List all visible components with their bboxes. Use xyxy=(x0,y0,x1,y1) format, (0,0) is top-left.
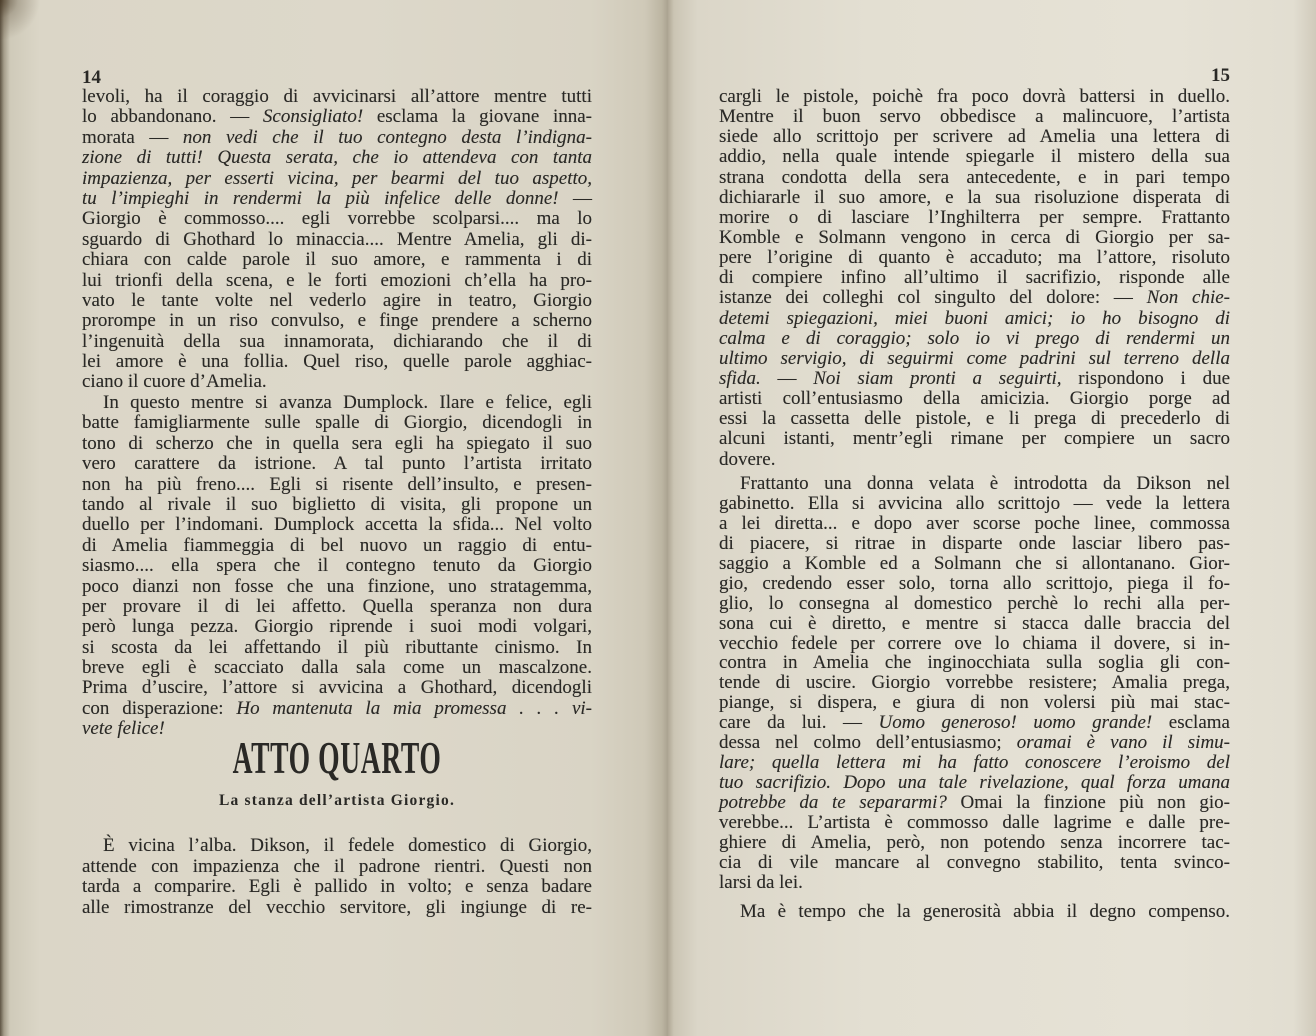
text-line xyxy=(719,127,1230,147)
scene-heading: La stanza dell’artista Giorgio. xyxy=(218,792,456,809)
paragraph xyxy=(719,474,1230,893)
text-segment: saggio a Komble ed a Solmann che si allontanano. Gior- xyxy=(719,552,1230,574)
text-line xyxy=(82,658,592,678)
italic-text: tu l’impieghi in rendermi la più infelice delle donne! xyxy=(82,187,559,209)
text-segment: alle rimostranze del vecchio servitore, gli ingiunge di re- xyxy=(82,897,592,919)
text-line xyxy=(719,653,1230,673)
text-line xyxy=(82,393,592,413)
text-segment: dessa nel colmo dell’entusiasmo; xyxy=(719,732,1017,754)
paragraph xyxy=(719,87,1230,470)
text-segment: — xyxy=(558,187,593,209)
text-segment: però lunga pezza. Giorgio riprende i suoi modi volgari, xyxy=(82,616,592,638)
text-line xyxy=(719,168,1230,188)
text-segment: poco dianzi non fosse che una finzione, uno stratagemma, xyxy=(82,575,592,597)
text-segment: vero carattere da istrione. A tal punto l’artista irritato xyxy=(82,453,592,475)
text-segment: care da lui. — xyxy=(719,712,879,734)
text-line xyxy=(719,693,1230,713)
text-line xyxy=(719,853,1230,873)
text-line xyxy=(82,291,592,311)
text-segment: sona cui è diretto, e mentre si stacca dalle braccia del xyxy=(719,612,1230,634)
page-number: 14 xyxy=(82,67,101,88)
italic-text: potrebbe da te separarmi? xyxy=(719,792,947,813)
text-line xyxy=(82,617,592,637)
italic-text: Uomo generoso! uomo grande! xyxy=(878,712,1153,734)
text-segment: prorompe in un riso convulso, e finge prendere a scherno xyxy=(82,310,592,332)
text-line xyxy=(82,898,592,919)
italic-text: oramai è vano il simu- xyxy=(1016,732,1230,754)
act-heading xyxy=(82,733,592,783)
text-segment: cia di vile mancare al convegno stabilito, tenta svinco- xyxy=(719,851,1230,873)
text-segment: gio, credendo esser solo, torna allo scrittojo, piega il fo- xyxy=(719,572,1230,594)
text-segment: tarda a comparire. Egli è pallido in volto; e senza badare xyxy=(82,876,592,898)
text-segment: Mentre il buon servo obbedisce a malincuore, l’artista xyxy=(719,106,1230,128)
text-segment: strana condotta della sera antecedente, e in pari tempo xyxy=(719,166,1230,188)
text-line xyxy=(82,495,592,515)
text-line xyxy=(719,309,1230,329)
text-line xyxy=(719,349,1230,369)
text-line xyxy=(719,107,1230,127)
text-segment: vecchio fedele per correre ove lo chiama il dovere, si in- xyxy=(719,632,1230,654)
text-line xyxy=(82,311,592,331)
text-line xyxy=(719,228,1230,248)
text-segment: — xyxy=(760,367,814,389)
text-line xyxy=(719,329,1230,349)
text-segment: larsi da lei. xyxy=(719,871,803,893)
text-line xyxy=(82,597,592,617)
italic-text: tuo sacrifizio. Dopo una tale rivelazione, qual forza umana xyxy=(719,772,1230,794)
text-line xyxy=(82,577,592,597)
text-line xyxy=(82,209,592,229)
text-segment: di piacere, si ritrae in disparte onde lasciar libero pas- xyxy=(719,532,1230,554)
text-line xyxy=(719,594,1230,614)
italic-text: ultimo servigio, di seguirmi come padrini sul terreno della xyxy=(719,347,1230,369)
text-line xyxy=(719,793,1230,813)
text-segment: esclama la giovane inna- xyxy=(363,106,592,128)
text-line xyxy=(82,148,592,168)
text-segment: sguardo di Ghothard lo minaccia.... Mentre Amelia, gli di- xyxy=(82,228,592,250)
italic-text: vete felice! xyxy=(82,718,165,740)
text-segment: di Amelia fiammeggia di bel nuovo un raggio di entu- xyxy=(82,534,592,556)
text-segment: con disperazione: xyxy=(82,697,237,719)
text-line xyxy=(719,87,1230,107)
text-segment: ghiere di Amelia, però, non potendo senza incorrere tac- xyxy=(719,831,1230,853)
text-line xyxy=(82,434,592,454)
text-segment: vato le tante volte nel vederlo agire in teatro, Giorgio xyxy=(82,289,592,311)
text-line xyxy=(82,372,592,392)
text-segment: piange, si dispera, e giura di non volersi più mai stac- xyxy=(719,692,1230,714)
text-segment: rispondono i due xyxy=(1061,367,1230,389)
text-segment: alcuni istanti, mentr’egli rimane per compiere un sacro xyxy=(719,428,1230,450)
text-line xyxy=(719,554,1230,574)
paragraph xyxy=(82,836,592,919)
text-line xyxy=(719,429,1230,449)
text-line xyxy=(82,678,592,698)
text-line xyxy=(719,673,1230,693)
text-segment: tando al rivale il suo biglietto di visita, gli propone un xyxy=(82,493,592,515)
text-segment: È vicina l’alba. Dikson, il fedele domestico di Giorgio, xyxy=(103,835,592,856)
text-segment: dovere. xyxy=(719,448,776,470)
text-line xyxy=(82,556,592,576)
text-line xyxy=(82,475,592,495)
text-line xyxy=(719,753,1230,773)
text-segment: per provare il di lei affetto. Quella speranza non dura xyxy=(82,595,592,617)
text-segment: lo abbandonano. — xyxy=(82,106,263,128)
text-segment: lui trionfi della scena, e le forti emozioni ch’ella ha pro- xyxy=(82,269,592,291)
text-line xyxy=(719,873,1230,893)
text-segment: Prima d’uscire, l’attore si avvicina a Ghothard, dicendogli xyxy=(82,677,592,699)
text-segment: Komble e Solmann vengono in cerca di Giorgio per sa- xyxy=(719,226,1230,248)
text-segment: glio, lo consegna al domestico perchè lo rechi alla per- xyxy=(719,592,1230,614)
text-segment: addio, nella quale intende spiegarle il mistero della sua xyxy=(719,146,1230,168)
text-line xyxy=(719,474,1230,494)
italic-text: Ho mantenuta la mia promessa . . . vi- xyxy=(236,697,592,719)
italic-text: Non chie- xyxy=(1146,287,1230,309)
text-line xyxy=(719,268,1230,288)
text-line xyxy=(719,288,1230,308)
text-segment: ciano il cuore d’Amelia. xyxy=(82,371,267,393)
text-segment: si scosta da lei affettando il più ributtante cinismo. In xyxy=(82,636,592,658)
text-segment: esclama xyxy=(1152,712,1230,734)
text-segment: chiara con calde parole il suo amore, e rammenta i di xyxy=(82,249,592,271)
text-segment: dichiararle il suo amore, e la sua risoluzione disperata di xyxy=(719,186,1230,208)
text-segment: l’ingenuità della sua innamorata, dichiarando che il di xyxy=(82,330,592,352)
paragraph xyxy=(82,393,592,740)
text-line xyxy=(719,534,1230,554)
text-segment: gabinetto. Ella si avvicina allo scrittojo — vede la lettera xyxy=(719,492,1230,514)
text-segment: a lei diretta... e dopo aver scorse poche linee, commossa xyxy=(719,512,1230,534)
text-segment: attende con impazienza che il padrone rientri. Questi non xyxy=(82,855,592,877)
text-segment: essi la cassetta delle pistole, e li prega di precederlo di xyxy=(719,408,1230,430)
text-line xyxy=(719,902,1230,922)
text-segment: duello per l’indomani. Dumplock accetta la sfida... Nel volto xyxy=(82,514,592,536)
text-line xyxy=(82,699,592,719)
text-segment: Giorgio è commosso.... egli vorrebbe scolparsi.... ma lo xyxy=(82,208,592,230)
italic-text: sfida. xyxy=(719,367,761,389)
text-segment: Omai la finzione più non gio- xyxy=(946,792,1230,813)
text-segment: pere l’origine di quanto è accaduto; ma l’attore, risoluto xyxy=(719,247,1230,269)
italic-text: Sconsigliato! xyxy=(262,106,364,128)
italic-text: non vedi che il tuo contegno desta l’indigna- xyxy=(182,126,592,148)
italic-text: lare; quella lettera mi ha fatto conoscere l’eroismo del xyxy=(719,752,1230,774)
text-segment: In questo mentre si avanza Dumplock. Ilare e felice, egli xyxy=(103,392,592,413)
text-segment: batte famigliarmente sulle spalle di Giorgio, dicendogli in xyxy=(82,412,592,434)
text-line xyxy=(719,494,1230,514)
text-line xyxy=(82,87,592,107)
text-line xyxy=(82,271,592,291)
italic-text: zione di tutti! Questa serata, che io attendeva con tanta xyxy=(82,147,592,169)
text-segment: di compiere infino all’ultimo il sacrifizio, risponde alle xyxy=(719,267,1230,289)
text-line xyxy=(719,713,1230,733)
text-segment: contra in Amelia che inginocchiata sulla soglia gli con- xyxy=(719,652,1230,674)
text-segment: artisti coll’entusiasmo della amicizia. Giorgio porge ad xyxy=(719,388,1230,410)
text-line xyxy=(719,833,1230,853)
text-line xyxy=(82,857,592,878)
text-segment: siasmo.... ella spera che il contegno tenuto da Giorgio xyxy=(82,555,592,577)
text-line xyxy=(82,454,592,474)
text-segment: verebbe... L’artista è commosso dalle lagrime e dalle pre- xyxy=(719,811,1230,833)
text-line xyxy=(719,514,1230,534)
text-line xyxy=(719,574,1230,594)
text-segment: non ha più freno.... Egli si risente dell’insulto, e presen- xyxy=(82,473,592,495)
text-segment: tono di scherzo che in quella sera egli ha spiegato il suo xyxy=(82,432,592,454)
text-line xyxy=(719,614,1230,634)
text-line xyxy=(82,352,592,372)
text-line xyxy=(82,638,592,658)
text-line xyxy=(82,128,592,148)
italic-text: Noi siam pronti a seguirti, xyxy=(813,367,1062,389)
text-column xyxy=(719,0,1230,1036)
text-line xyxy=(719,389,1230,409)
paragraph xyxy=(719,902,1230,922)
text-line xyxy=(719,147,1230,167)
text-line xyxy=(82,877,592,898)
text-segment: istanze dei colleghi col singulto del dolore: — xyxy=(719,287,1147,309)
text-line xyxy=(82,332,592,352)
text-line xyxy=(82,169,592,189)
text-line xyxy=(82,536,592,556)
text-line xyxy=(82,230,592,250)
text-line xyxy=(719,813,1230,833)
text-line xyxy=(719,409,1230,429)
text-segment: Frattanto una donna velata è introdotta da Dikson nel xyxy=(740,473,1230,494)
text-segment: siede allo scrittojo per scrivere ad Amelia una lettera di xyxy=(719,126,1230,148)
text-column xyxy=(82,0,592,1036)
text-line xyxy=(719,248,1230,268)
text-segment: breve egli è scacciato dalla sala come un mascalzone. xyxy=(82,657,592,679)
text-line xyxy=(719,733,1230,753)
text-line xyxy=(719,369,1230,389)
italic-text: impazienza, per esserti vicina, per bearmi del tuo aspetto, xyxy=(82,167,592,189)
act-title: ATTO QUARTO xyxy=(232,732,442,783)
text-segment: levoli, ha il coraggio di avvicinarsi all’attore mentre tutti xyxy=(82,86,592,107)
text-line xyxy=(82,189,592,209)
right-page xyxy=(668,0,1316,1036)
text-segment: morata — xyxy=(82,126,183,148)
text-segment: cargli le pistole, poichè fra poco dovrà battersi in duello. xyxy=(719,86,1230,107)
text-line xyxy=(719,450,1230,470)
text-line xyxy=(719,773,1230,793)
italic-text: calma e di coraggio; solo io vi prego di rendermi un xyxy=(719,327,1230,349)
text-line xyxy=(82,413,592,433)
italic-text: detemi spiegazioni, miei buoni amici; io ho bisogno di xyxy=(719,307,1230,329)
text-segment: tende di uscire. Giorgio vorrebbe resistere; Amalia prega, xyxy=(719,672,1230,694)
text-line xyxy=(82,107,592,127)
text-line xyxy=(82,836,592,857)
text-segment: Ma è tempo che la generosità abbia il degno compenso. xyxy=(740,901,1230,922)
text-segment: morire o di lasciare l’Inghilterra per sempre. Frattanto xyxy=(719,206,1230,228)
text-line xyxy=(719,634,1230,654)
paragraph xyxy=(82,87,592,393)
text-line xyxy=(719,188,1230,208)
text-line xyxy=(82,515,592,535)
page-number: 15 xyxy=(1211,65,1230,86)
text-line xyxy=(719,208,1230,228)
text-segment: lei amore è una follia. Quel riso, quelle parole agghiac- xyxy=(82,351,592,373)
text-line xyxy=(82,250,592,270)
